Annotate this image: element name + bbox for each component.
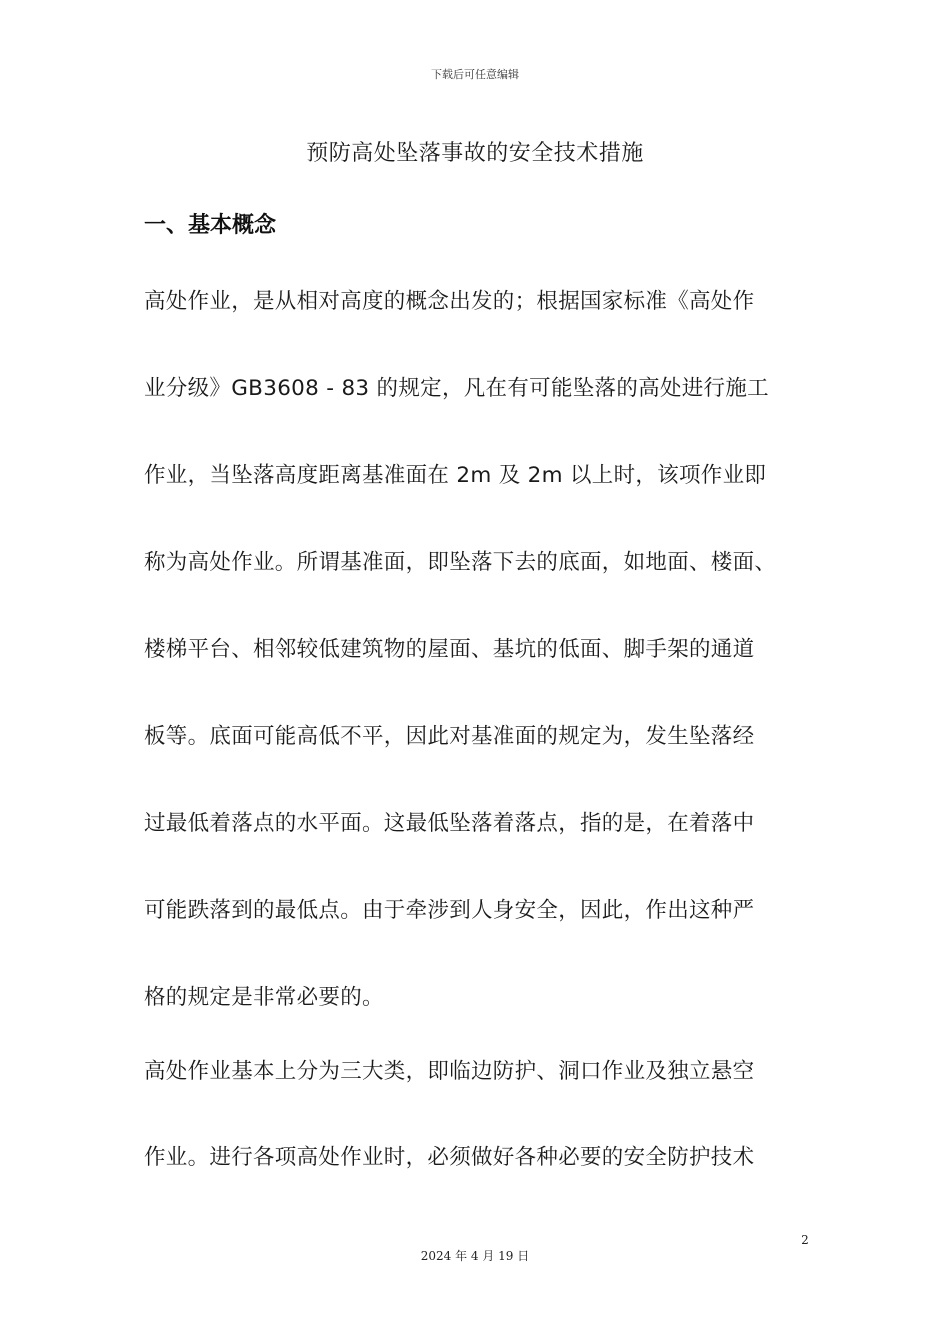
text-line: 业分级》GB3608 - 83 的规定，凡在有可能坠落的高处进行施工 — [144, 376, 769, 401]
text-line: 作业，当坠落高度距离基准面在 2m 及 2m 以上时，该项作业即 — [144, 463, 767, 488]
footer-date: 2024 年 4 月 19 日 — [420, 1249, 530, 1263]
text-line: 格的规定是非常必要的。 — [144, 985, 384, 1010]
text-line: 过最低着落点的水平面。这最低坠落着落点，指的是，在着落中 — [144, 811, 755, 836]
page-title: 预防高处坠落事故的安全技术措施 — [306, 141, 644, 166]
text-line: 可能跌落到的最低点。由于牵涉到人身安全，因此，作出这种严 — [144, 898, 755, 923]
text-line: 高处作业，是从相对高度的概念出发的；根据国家标准《高处作 — [144, 289, 755, 314]
text-line: 高处作业基本上分为三大类，即临边防护、洞口作业及独立悬空 — [144, 1059, 755, 1084]
text-line: 板等。底面可能高低不平，因此对基准面的规定为，发生坠落经 — [144, 724, 755, 749]
text-line: 作业。进行各项高处作业时，必须做好各种必要的安全防护技术 — [144, 1145, 755, 1170]
text-line: 楼梯平台、相邻较低建筑物的屋面、基坑的低面、脚手架的通道 — [144, 637, 755, 662]
header-note: 下载后可任意编辑 — [431, 68, 519, 81]
page-number: 2 — [801, 1233, 809, 1247]
text-line: 称为高处作业。所谓基准面，即坠落下去的底面，如地面、楼面、 — [144, 550, 777, 575]
section-heading: 一、基本概念 — [144, 213, 277, 238]
